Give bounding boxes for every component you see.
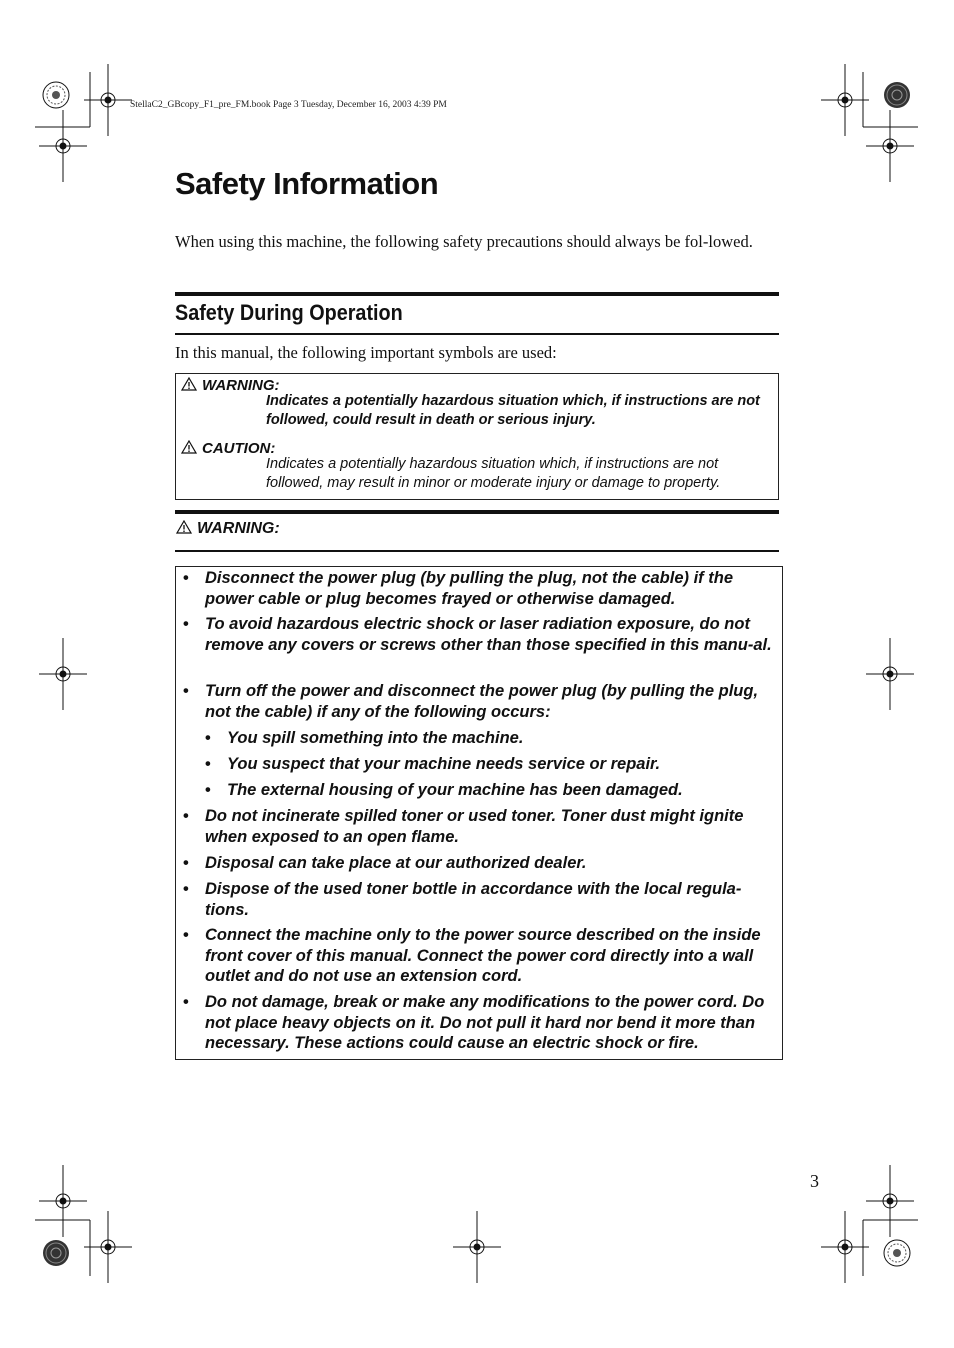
- list-item: [183, 925, 777, 987]
- warnings-box: [175, 566, 783, 1060]
- page-number: 3: [810, 1171, 819, 1191]
- section-title: Safety During Operation: [175, 300, 403, 325]
- bullet: •: [205, 729, 211, 747]
- list-item-text: Disposal can take place at our authorized dealer.: [205, 854, 587, 872]
- intro-paragraph: When using this machine, the following safety precautions should always be fol-lowed.: [175, 232, 753, 251]
- sub-list-item-text: The external housing of your machine has been damaged.: [227, 781, 683, 799]
- sub-list-item: [205, 728, 777, 749]
- list-item: [183, 681, 777, 722]
- sub-list-item: [205, 754, 777, 775]
- file-header-line: StellaC2_GBcopy_F1_pre_FM.book Page 3 Tuesday, December 16, 2003 4:39 PM: [130, 100, 447, 110]
- symbols-legend-box: [175, 373, 779, 500]
- list-item-text: Connect the machine only to the power source described on the inside front cover of this manual. Connect the power cord directly into a wall outlet and do not use an extension cord.: [205, 926, 761, 985]
- bullet: •: [183, 682, 189, 700]
- caution-label-text: CAUTION:: [202, 440, 276, 457]
- list-item-text: Disconnect the power plug (by pulling the plug, not the cable) if the power cable or plug becomes frayed or otherwise damaged.: [205, 569, 733, 608]
- bullet: •: [183, 569, 189, 587]
- list-item-text: Dispose of the used toner bottle in accordance with the local regula-tions.: [205, 880, 742, 919]
- list-item: [183, 992, 777, 1054]
- warning-heading-text: WARNING:: [197, 520, 280, 537]
- list-item-text: To avoid hazardous electric shock or laser radiation exposure, do not remove any covers or screws other than those specified in this manu-al.: [205, 615, 772, 654]
- sub-list-item-text: You spill something into the machine.: [227, 729, 524, 747]
- bullet: •: [205, 755, 211, 773]
- bullet: •: [183, 926, 189, 944]
- bullet: •: [205, 781, 211, 799]
- list-item-text: Do not incinerate spilled toner or used toner. Toner dust might ignite when exposed to an open flame.: [205, 807, 744, 846]
- symbols-intro: In this manual, the following important symbols are used:: [175, 343, 557, 362]
- list-item: [183, 614, 777, 655]
- list-item-text: Turn off the power and disconnect the power plug (by pulling the plug, not the cable) if any of the following occurs:: [205, 682, 759, 721]
- warning-triangle-icon: [176, 520, 192, 534]
- list-item-text: Do not damage, break or make any modifications to the power cord. Do not place heavy objects on it. Do not pull it hard nor bend it more than necessary. These actions could cause an electric shock or fire.: [205, 993, 765, 1052]
- list-item: [183, 879, 777, 920]
- warning-rule-top: [175, 510, 779, 514]
- list-item: [183, 568, 777, 609]
- warning-symbol-label: [181, 377, 280, 394]
- warning-label-text: WARNING:: [202, 377, 280, 394]
- sub-list-item-text: You suspect that your machine needs service or repair.: [227, 755, 661, 773]
- caution-symbol-label: [181, 440, 275, 457]
- warning-heading: [176, 520, 280, 538]
- bullet: •: [183, 807, 189, 825]
- list-item: [183, 806, 777, 847]
- section-rule-top: [175, 292, 779, 296]
- bullet: •: [183, 880, 189, 898]
- section-rule-bottom: [175, 333, 779, 335]
- caution-triangle-icon: [181, 440, 197, 454]
- page-title: Safety Information: [175, 166, 439, 201]
- warning-triangle-icon: [181, 377, 197, 391]
- warning-rule-bottom: [175, 550, 779, 552]
- bullet: •: [183, 993, 189, 1011]
- bullet: •: [183, 615, 189, 633]
- list-item: [183, 853, 777, 874]
- sub-list-item: [205, 780, 777, 801]
- caution-description: Indicates a potentially hazardous situation which, if instructions are not followed, may result in minor or moderate injury or damage to property.: [266, 456, 721, 491]
- warning-description: Indicates a potentially hazardous situation which, if instructions are not followed, could result in death or serious injury.: [266, 393, 760, 428]
- bullet: •: [183, 854, 189, 872]
